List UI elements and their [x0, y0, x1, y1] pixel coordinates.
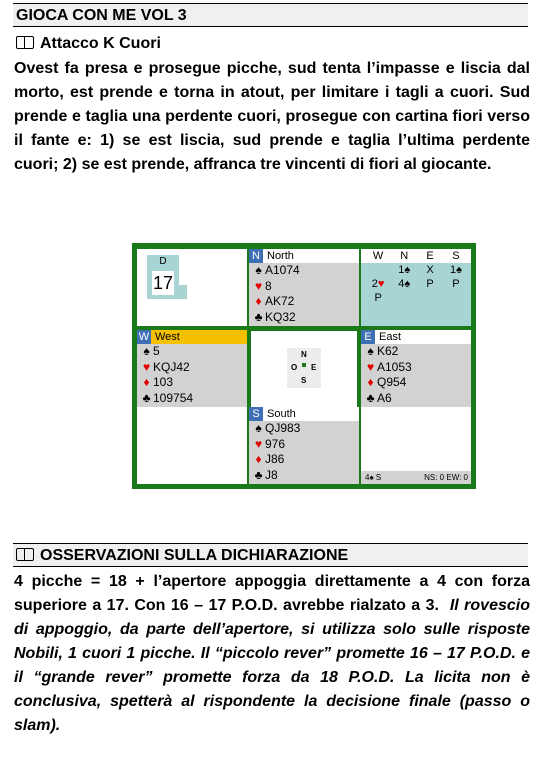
compass-south: S — [301, 376, 307, 385]
north-name: North — [267, 250, 294, 262]
dealer-label: D — [147, 255, 179, 269]
compass-west: O — [291, 363, 298, 372]
south-spades: QJ983 — [265, 421, 301, 435]
north-spades: A1074 — [265, 263, 300, 277]
heart-icon: ♥ — [142, 359, 151, 374]
diamond-icon: ♦ — [255, 294, 262, 308]
book-icon — [16, 36, 34, 49]
lead-paragraph: Ovest fa presa e prosegue picche, sud tenta l’impasse e liscia dal morto, est prende e torna in atout, per limitare i tagli a cuori. Sud prende e taglia una perdente cuori, prosegue con cartina fiori verso il fante e: 1) se est liscia, sud prende e taglia l’ultima perdente cuori; 2) se est prende, affranca tre vincenti di fiori al giocante. — [14, 60, 530, 173]
south-hand — [249, 407, 359, 484]
lead-title: Attacco K Cuori — [40, 35, 161, 52]
contract: 4♠ S — [365, 473, 382, 482]
empty-cell — [137, 407, 247, 484]
auction-bid: P — [452, 278, 460, 290]
board-number-cell — [137, 249, 247, 326]
auction-bid: 2 — [371, 278, 378, 290]
vulnerability: NS: 0 EW: 0 — [424, 473, 468, 482]
spade-icon: ♠ — [367, 344, 374, 358]
spade-icon: ♠ — [255, 421, 262, 435]
contract-bar — [361, 471, 471, 484]
bridge-board-diagram — [132, 243, 476, 489]
club-icon: ♣ — [254, 309, 263, 324]
compass-rose — [287, 348, 321, 388]
auction-header: S — [452, 250, 460, 262]
auction-table — [365, 249, 469, 305]
auction-bid: P — [426, 278, 434, 290]
auction-header: E — [426, 250, 434, 262]
observations-text: 4 picche = 18 + l’apertore appoggia direttamente a 4 con forza superiore a 17. Con 16 – 17 P.O.D. avrebbe rialzato a 3. — [14, 573, 530, 614]
club-icon: ♣ — [366, 390, 375, 405]
diamond-icon: ♦ — [143, 375, 150, 389]
auction-box — [361, 249, 471, 326]
seat-badge-west: W — [138, 331, 150, 343]
diamond-icon: ♦ — [255, 452, 262, 466]
diamond-icon: ♦ — [367, 375, 374, 389]
auction-bid: 1 — [398, 264, 405, 276]
observations-paragraph — [14, 570, 530, 738]
heart-icon: ♥ — [254, 278, 263, 293]
west-diamonds: 103 — [153, 375, 174, 389]
north-hand — [249, 249, 359, 326]
east-hand — [361, 330, 471, 409]
seat-badge-east: E — [361, 330, 375, 344]
west-name: West — [155, 331, 180, 343]
heart-icon: ♥ — [254, 436, 263, 451]
west-spades: 5 — [153, 344, 160, 358]
result-cell — [361, 407, 471, 484]
auction-header: N — [400, 250, 409, 262]
heart-icon: ♥ — [366, 359, 375, 374]
club-icon: ♣ — [142, 390, 151, 405]
compass-north: N — [301, 350, 307, 359]
seat-badge-south: S — [249, 407, 263, 421]
spade-icon: ♠ — [404, 278, 411, 290]
south-name: South — [267, 408, 296, 420]
east-diamonds: Q954 — [377, 375, 407, 389]
spade-icon: ♠ — [255, 263, 262, 277]
east-hearts: A1053 — [377, 359, 412, 374]
east-name: East — [379, 331, 402, 343]
east-spades: K62 — [377, 344, 399, 358]
auction-bid: X — [426, 264, 434, 276]
north-clubs: KQ32 — [265, 309, 296, 324]
observations-text-italic: Il rovescio di appoggio, da parte dell’apertore, si utilizza solo sulle risposte Nobili, 1 cuori 1 picche. Il “piccolo rever” promette 16 – 17 P.O.D. e il “grande rever” promette forza da 18 P.O.D. La licita non è conclusiva, spetterà al rispondente la decisione finale (passo o slam). — [14, 597, 530, 734]
book-icon — [16, 548, 34, 561]
heart-icon: ♥ — [377, 278, 385, 290]
spade-icon: ♠ — [404, 264, 411, 276]
north-hearts: 8 — [265, 278, 272, 293]
spade-icon: ♠ — [456, 264, 462, 276]
west-clubs: 109754 — [153, 390, 194, 405]
observations-header — [13, 543, 528, 567]
west-hand — [137, 330, 247, 409]
compass-table — [251, 331, 357, 407]
south-clubs: J8 — [265, 467, 278, 482]
north-diamonds: AK72 — [265, 294, 295, 308]
auction-bid: 4 — [398, 278, 405, 290]
west-hearts: KQJ42 — [153, 359, 190, 374]
seat-badge-north: N — [249, 249, 263, 263]
auction-bid: 1 — [449, 264, 457, 276]
observations-title: OSSERVAZIONI SULLA DICHIARAZIONE — [40, 547, 349, 564]
south-diamonds: J86 — [265, 452, 285, 466]
section-header-title: GIOCA CON ME VOL 3 — [13, 3, 528, 27]
south-hearts: 976 — [265, 436, 286, 451]
spade-icon: ♠ — [143, 344, 150, 358]
compass-east: E — [311, 363, 317, 372]
board-number: 17 — [152, 273, 174, 293]
club-icon: ♣ — [254, 467, 263, 482]
east-clubs: A6 — [377, 390, 392, 405]
auction-bid: P — [374, 292, 382, 304]
auction-header: W — [372, 250, 384, 262]
lead-heading — [16, 33, 161, 55]
